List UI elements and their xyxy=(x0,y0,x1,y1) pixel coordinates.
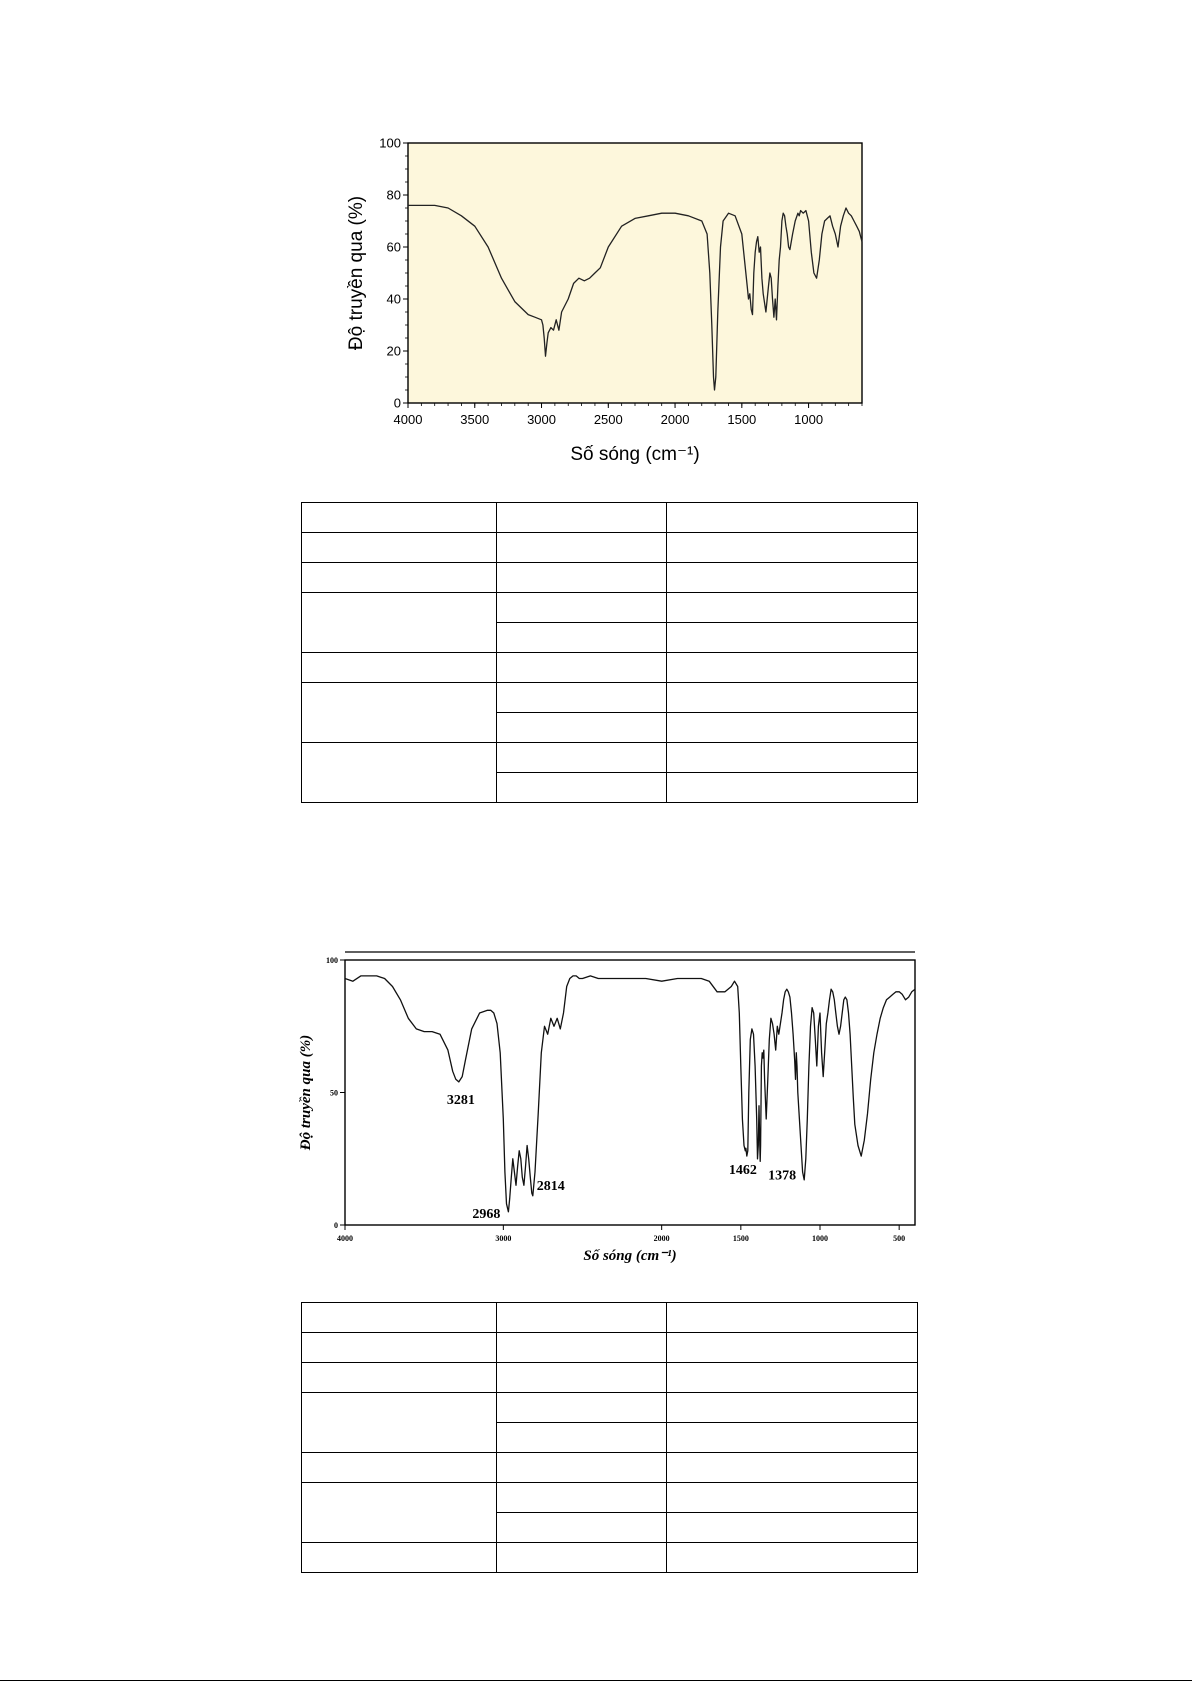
table-row xyxy=(302,743,918,773)
table-cell xyxy=(497,713,667,743)
table-cell xyxy=(667,653,918,683)
x-axis-label: Số sóng (cm⁻¹) xyxy=(570,444,700,465)
table-cell xyxy=(302,683,497,743)
table-cell xyxy=(667,1453,918,1483)
table-cell xyxy=(667,713,918,743)
table-row xyxy=(302,1543,918,1573)
y-tick-label: 40 xyxy=(386,291,401,307)
table-cell xyxy=(667,563,918,593)
peak-label: 2968 xyxy=(472,1206,501,1222)
x-tick-label: 4000 xyxy=(337,1234,353,1243)
table-cell xyxy=(667,1423,918,1453)
x-tick-label: 3000 xyxy=(527,412,556,427)
table-cell xyxy=(667,533,918,563)
table-cell xyxy=(497,683,667,713)
x-tick-label: 3000 xyxy=(495,1234,512,1243)
x-tick-label: 2500 xyxy=(593,412,623,427)
table-cell xyxy=(497,1393,667,1423)
y-axis-label: Độ truyền qua (%) xyxy=(298,1034,314,1151)
table-cell xyxy=(667,1483,918,1513)
table-cell xyxy=(667,503,918,533)
peak-label: 1378 xyxy=(768,1168,797,1184)
table-cell xyxy=(497,1303,667,1333)
table-cell xyxy=(497,593,667,623)
peak-label: 1462 xyxy=(728,1163,757,1179)
y-axis-label: Độ truyền qua (%) xyxy=(346,195,367,351)
x-tick-label: 2000 xyxy=(653,1234,670,1243)
table-cell xyxy=(302,593,497,653)
table-cell xyxy=(302,1333,497,1363)
y-tick-label: 50 xyxy=(330,1088,338,1098)
table-row xyxy=(302,503,918,533)
table-cell xyxy=(302,1483,497,1543)
table-cell xyxy=(497,533,667,563)
table-row xyxy=(302,563,918,593)
table-cell xyxy=(497,563,667,593)
y-tick-label: 100 xyxy=(379,135,401,151)
footer-rule xyxy=(0,1680,1192,1681)
table-cell xyxy=(302,1393,497,1453)
table-cell xyxy=(497,1363,667,1393)
peak-label: 2814 xyxy=(536,1178,565,1194)
table-cell xyxy=(667,743,918,773)
table-cell xyxy=(302,1543,497,1573)
table-cell xyxy=(667,773,918,803)
table-cell xyxy=(667,1363,918,1393)
table-cell xyxy=(667,1303,918,1333)
table-cell xyxy=(497,1333,667,1363)
table-cell xyxy=(667,1513,918,1543)
table-row xyxy=(302,683,918,713)
ir-spectrum-chart-2 xyxy=(280,945,930,1275)
table-cell xyxy=(667,593,918,623)
table-row xyxy=(302,1363,918,1393)
x-tick-label: 1500 xyxy=(727,412,757,427)
table-cell xyxy=(302,653,497,683)
table-cell xyxy=(497,773,667,803)
x-tick-label: 2000 xyxy=(660,412,690,427)
table-cell xyxy=(302,503,497,533)
peak-label: 3281 xyxy=(446,1092,475,1108)
table-cell xyxy=(497,653,667,683)
x-tick-label: 3500 xyxy=(460,412,490,427)
x-tick-label: 1500 xyxy=(732,1234,749,1243)
y-tick-label: 100 xyxy=(326,955,338,965)
table-cell xyxy=(667,1393,918,1423)
x-tick-label: 1000 xyxy=(812,1234,828,1243)
y-tick-label: 0 xyxy=(393,395,401,411)
plot-area xyxy=(408,143,862,403)
x-axis-label: Số sóng (cm⁻¹) xyxy=(583,1248,677,1264)
table-row xyxy=(302,593,918,623)
table-cell xyxy=(667,683,918,713)
table-row xyxy=(302,1393,918,1423)
table-cell xyxy=(302,533,497,563)
table-row xyxy=(302,1453,918,1483)
table-cell xyxy=(497,1483,667,1513)
table-cell xyxy=(302,1453,497,1483)
y-tick-label: 80 xyxy=(386,187,401,203)
table-row xyxy=(302,1483,918,1513)
y-tick-label: 60 xyxy=(386,239,401,255)
ir-spectrum-chart-1 xyxy=(340,130,900,475)
table-cell xyxy=(302,743,497,803)
x-tick-label: 1000 xyxy=(794,412,824,427)
table-row xyxy=(302,653,918,683)
table-cell xyxy=(667,1543,918,1573)
peak-assignment-table-2 xyxy=(301,1302,918,1573)
x-tick-label: 500 xyxy=(893,1234,906,1243)
table-row xyxy=(302,1303,918,1333)
table-cell xyxy=(302,1303,497,1333)
y-tick-label: 20 xyxy=(386,343,401,359)
y-tick-label: 0 xyxy=(334,1220,338,1230)
table-cell xyxy=(302,563,497,593)
table-cell xyxy=(497,503,667,533)
table-row xyxy=(302,533,918,563)
table-cell xyxy=(667,1333,918,1363)
table-cell xyxy=(497,1423,667,1453)
table-row xyxy=(302,1333,918,1363)
table-cell xyxy=(497,1453,667,1483)
table-cell xyxy=(302,1363,497,1393)
peak-assignment-table-1 xyxy=(301,502,918,803)
x-tick-label: 4000 xyxy=(393,412,423,427)
table-cell xyxy=(497,623,667,653)
table-cell xyxy=(497,1543,667,1573)
table-cell xyxy=(497,743,667,773)
table-cell xyxy=(497,1513,667,1543)
table-cell xyxy=(667,623,918,653)
